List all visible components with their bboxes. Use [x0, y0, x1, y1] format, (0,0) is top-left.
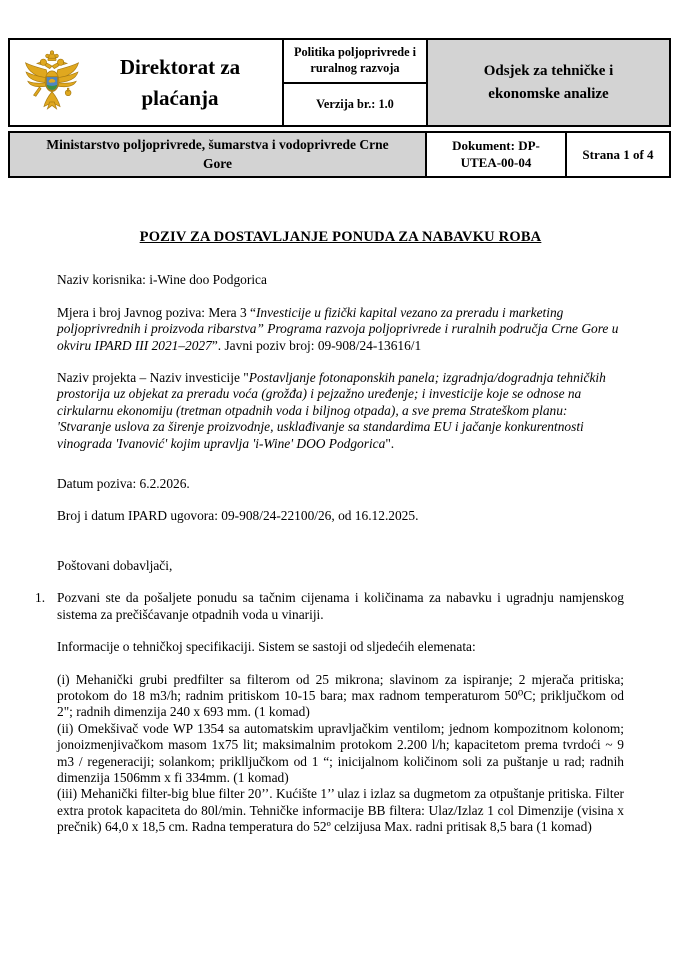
- department-label: Odsjek za tehničke i ekonomske analize: [428, 40, 669, 125]
- contract-number-line: Broj i datum IPARD ugovora: 09-908/24-22100/26, od 16.12.2025.: [57, 508, 419, 524]
- header-cell-directorate: [10, 40, 282, 125]
- list-item-text: Pozvani ste da pošaljete ponudu sa tačnim cijenama i količinama za nabavku i ugradnju namjenskog sistema za prečišćavanje otpadnih voda u vinariji.: [57, 590, 624, 622]
- measure-and-call-line: Mjera i broj Javnog poziva: Mera 3 “Investicije u fizički kapital vezano za preradu i marketing poljoprivrednih i proizvoda ribarstva” Programa razvoja poljoprivrede i ruralnih područja Crne Gore u okviru IPARD III 2021–2027”. Javni poziv broj: 09-908/24-13616/1: [57, 304, 619, 353]
- header-cell-policy-version: [282, 40, 428, 125]
- beneficiary-line: Naziv korisnika: i-Wine doo Podgorica: [57, 272, 267, 288]
- spec-intro-line: Informacije o tehničkoj specifikaciji. Sistem se sastoji od sljedećih elemenata:: [57, 639, 476, 655]
- policy-area-label: Politika poljoprivrede i ruralnog razvoja: [284, 40, 426, 84]
- list-number: 1.: [35, 590, 46, 606]
- version-label: Verzija br.: 1.0: [316, 96, 394, 111]
- header-row-top: [8, 38, 671, 127]
- spec-block: [57, 672, 624, 836]
- directorate-title: Direktorat za plaćanja: [119, 55, 241, 110]
- document-title: POZIV ZA DOSTAVLJANJE PONUDA ZA NABAVKU ROBA: [139, 229, 542, 245]
- header-row-bottom: [8, 131, 671, 178]
- spec-item-ii: (ii) Omekšivač vode WP 1354 sa automatskim upravljačkim ventilom; jednom kompozitnom kolonom; jonoizmenjivačkom masom 1x75 lit; maksimalnim protokom 2.200 l/h; kapacitetom prema tvrdoći ~ 9 m3 / regeneraciji; solankom; priklljučkom od 1 “; inicijalnom količinom soli za puštanje u rad; radnih dimenzija 1506mm x fi 334mm. (1 komad): [57, 720, 624, 785]
- call-date-line: Datum poziva: 6.2.2026.: [57, 476, 190, 492]
- spec-item-iii: (iii) Mehanički filter-big blue filter 20’’. Kućište 1’’ ulaz i izlaz sa dugmetom za otpuštanje pritiska. Filter extra protok kapaciteta do 80l/min. Tehničke informacije BB filtera: Ulaz/Izlaz 1 col Dimenzije (visina x prečnik) 64,0 x 18,5 cm. Radna temperatura do 52º celzijusa Max. radni pritisak 8,5 bara (1 komad): [57, 786, 624, 835]
- spec-item-i: (i) Mehanički grubi predfilter sa filterom od 25 mikrona; slavinom za ispiranje; 2 mjerača pritiska; protokom do 18 m3/h; radnim pritiskom 10-15 bara; max radnom temperaturom 50⁰C; priključkom od 2"; radnih dimenzija 240 x 693 mm. (1 komad): [57, 671, 624, 720]
- document-header: [8, 38, 671, 178]
- document-body: [35, 229, 624, 836]
- ministry-label: Ministarstvo poljoprivrede, šumarstva i vodoprivrede Crne Gore: [10, 133, 427, 176]
- document-code-label: Dokument: DP-UTEA-00-04: [427, 133, 567, 176]
- salutation-line: Poštovani dobavljači,: [57, 557, 173, 573]
- project-name-line: Naziv projekta – Naziv investicije "Postavljanje fotonaponskih panela; izgradnja/dogradnja tehničkih prostorija uz objekat za preradu voća (grožđa) i pejzažno uređenje; i investicije koje se odnose na cirkularnu ekonomiju (tretman otpadnih voda i biljnog otpada), a sve prema Strateškom planu: 'Stvaranje uslova za širenje proizvodnje, usklađivanje sa standardima EU i jačanje konkurentnosti vinograda 'Ivanović' kojim upravlja 'i-Wine' DOO Podgorica".: [57, 370, 606, 451]
- page-number-label: Strana 1 of 4: [582, 146, 654, 162]
- numbered-item-1: [35, 590, 624, 623]
- montenegro-coat-of-arms-icon: [22, 48, 82, 118]
